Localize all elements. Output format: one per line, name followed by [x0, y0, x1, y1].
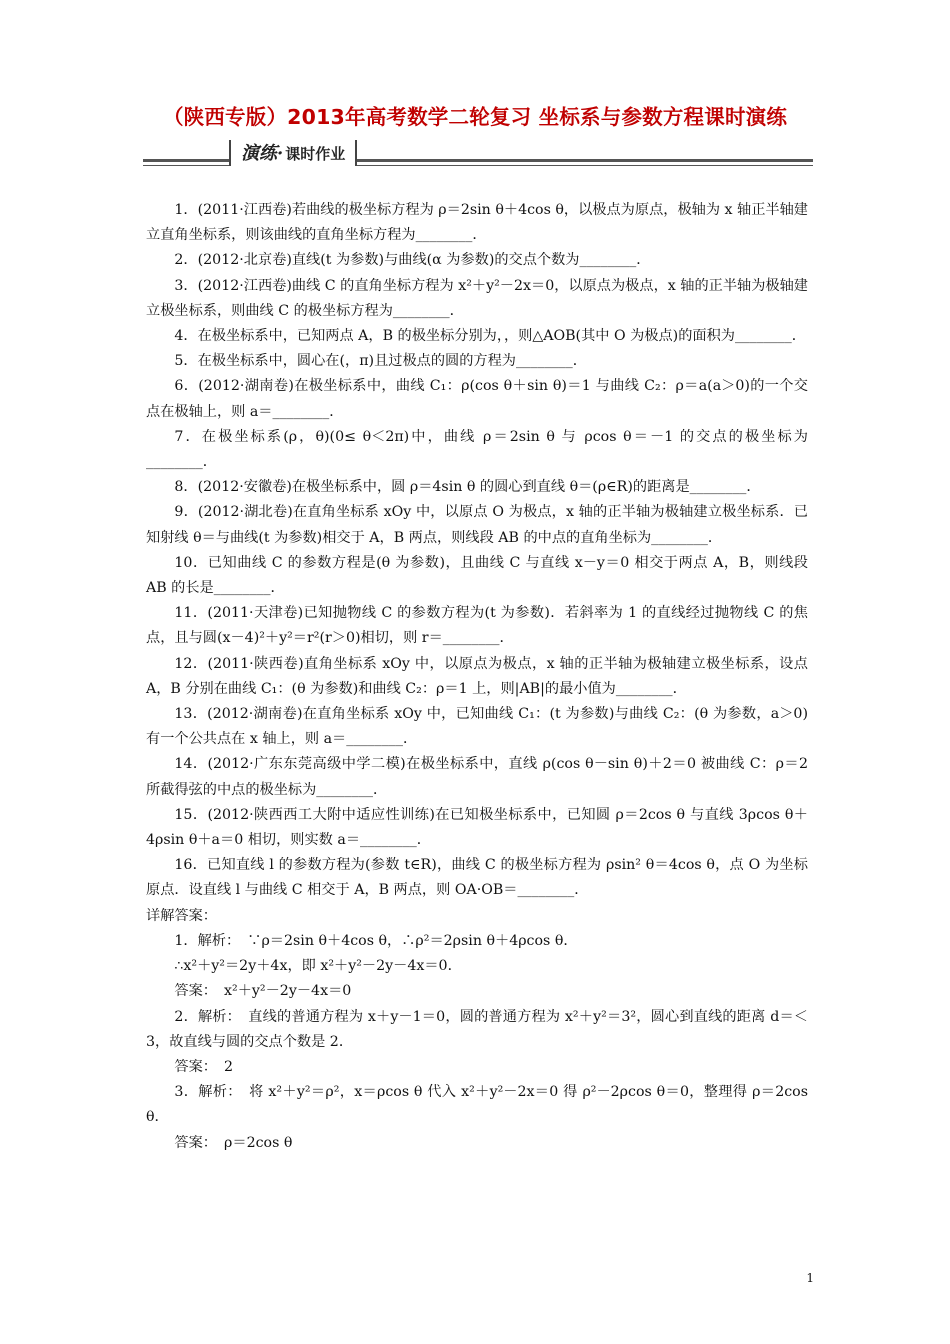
question-11: 11．(2011·天津卷)已知抛物线 C 的参数方程为(t 为参数)．若斜率为 1 的直线经过抛物线 C 的焦点，且与圆(x－4)²＋y²＝r²(r＞0)相切，则 r＝________．	[146, 605, 808, 647]
answer-line-1: 1．解析： ∵ρ＝2sin θ＋4cos θ，∴ρ²＝2ρsin θ＋4ρcos θ．	[174, 932, 578, 949]
question-3: 3．(2012·江西卷)曲线 C 的直角坐标方程为 x²＋y²－2x＝0，以原点为极点，x 轴的正半轴为极轴建立极坐标系，则曲线 C 的极坐标方程为________．	[146, 277, 808, 319]
question-16: 16．已知直线 l 的参数方程为(参数 t∈R)，曲线 C 的极坐标方程为 ρsin² θ＝4cos θ，点 O 为坐标原点．设直线 l 与曲线 C 相交于 A，B 两点，则 OA·OB＝________．	[146, 857, 808, 899]
section-banner	[143, 140, 813, 174]
banner-tag	[229, 140, 357, 166]
answer-line-7: 答案： ρ＝2cos θ	[174, 1134, 293, 1151]
question-4: 4．在极坐标系中，已知两点 A，B 的极坐标分别为，，则△AOB(其中 O 为极点)的面积为________．	[174, 328, 806, 345]
question-2: 2．(2012·北京卷)直线(t 为参数)与曲线(α 为参数)的交点个数为________．	[174, 252, 651, 269]
document-body	[146, 198, 808, 1156]
question-13: 13．(2012·湖南卷)在直角坐标系 xOy 中，已知曲线 C₁：(t 为参数)与曲线 C₂：(θ 为参数，a＞0)有一个公共点在 x 轴上，则 a＝________．	[146, 706, 808, 748]
page-number: 1	[806, 1271, 814, 1285]
banner-script-text: 演练·	[241, 143, 284, 164]
answer-line-4: 2．解析： 直线的普通方程为 x＋y－1＝0，圆的普通方程为 x²＋y²＝3²，圆心到直线的距离 d＝＜3，故直线与圆的交点个数是 2．	[146, 1008, 808, 1050]
banner-label: 课时作业	[285, 145, 346, 163]
answer-line-6: 3．解析： 将 x²＋y²＝ρ²，x＝ρcos θ 代入 x²＋y²－2x＝0 得 ρ²－2ρcos θ＝0，整理得 ρ＝2cos θ．	[146, 1084, 808, 1126]
question-6: 6．(2012·湖南卷)在极坐标系中，曲线 C₁：ρ(cos θ＋sin θ)＝1 与曲线 C₂：ρ＝a(a＞0)的一个交点在极轴上，则 a＝________．	[146, 378, 808, 420]
answer-line-3: 答案： x²＋y²－2y－4x＝0	[174, 983, 352, 1000]
question-10: 10．已知曲线 C 的参数方程是(θ 为参数)，且曲线 C 与直线 x－y＝0 相交于两点 A，B，则线段 AB 的长是________．	[146, 554, 808, 597]
answer-line-2: ∴x²＋y²＝2y＋4x，即 x²＋y²－2y－4x＝0．	[174, 958, 462, 975]
question-14: 14．(2012·广东东莞高级中学二模)在极坐标系中，直线 ρ(cos θ－sin θ)＋2＝0 被曲线 C：ρ＝2 所截得弦的中点的极坐标为________．	[146, 756, 808, 798]
question-1: 1．(2011·江西卷)若曲线的极坐标方程为 ρ＝2sin θ＋4cos θ，以极点为原点，极轴为 x 轴正半轴建立直角坐标系，则该曲线的直角坐标方程为________．	[146, 202, 808, 244]
answer-line-5: 答案： 2	[174, 1058, 234, 1075]
page-title: （陕西专版）2013年高考数学二轮复习 坐标系与参数方程课时演练	[162, 105, 788, 129]
question-5: 5．在极坐标系中，圆心在(，π)且过极点的圆的方程为________．	[174, 353, 587, 370]
question-7: 7．在极坐标系(ρ，θ)(0≤ θ＜2π)中，曲线 ρ＝2sin θ 与 ρcos θ＝－1 的交点的极坐标为________．	[146, 428, 808, 471]
question-9: 9．(2012·湖北卷)在直角坐标系 xOy 中，以原点 O 为极点，x 轴的正半轴为极轴建立极坐标系．已知射线 θ＝与曲线(t 为参数)相交于 A，B 两点，则线段 AB 的中点的直角坐标为________．	[146, 504, 808, 546]
question-8: 8．(2012·安徽卷)在极坐标系中，圆 ρ＝4sin θ 的圆心到直线 θ＝(ρ∈R)的距离是________．	[174, 479, 761, 496]
question-15: 15．(2012·陕西西工大附中适应性训练)在已知极坐标系中，已知圆 ρ＝2cos θ 与直线 3ρcos θ＋4ρsin θ＋a＝0 相切，则实数 a＝________．	[146, 806, 808, 849]
question-12: 12．(2011·陕西卷)直角坐标系 xOy 中，以原点为极点，x 轴的正半轴为极轴建立极坐标系，设点 A，B 分别在曲线 C₁：(θ 为参数)和曲线 C₂：ρ＝1 上，则|AB|的最小值为________．	[146, 655, 808, 697]
answers-heading: 详解答案：	[146, 907, 217, 924]
